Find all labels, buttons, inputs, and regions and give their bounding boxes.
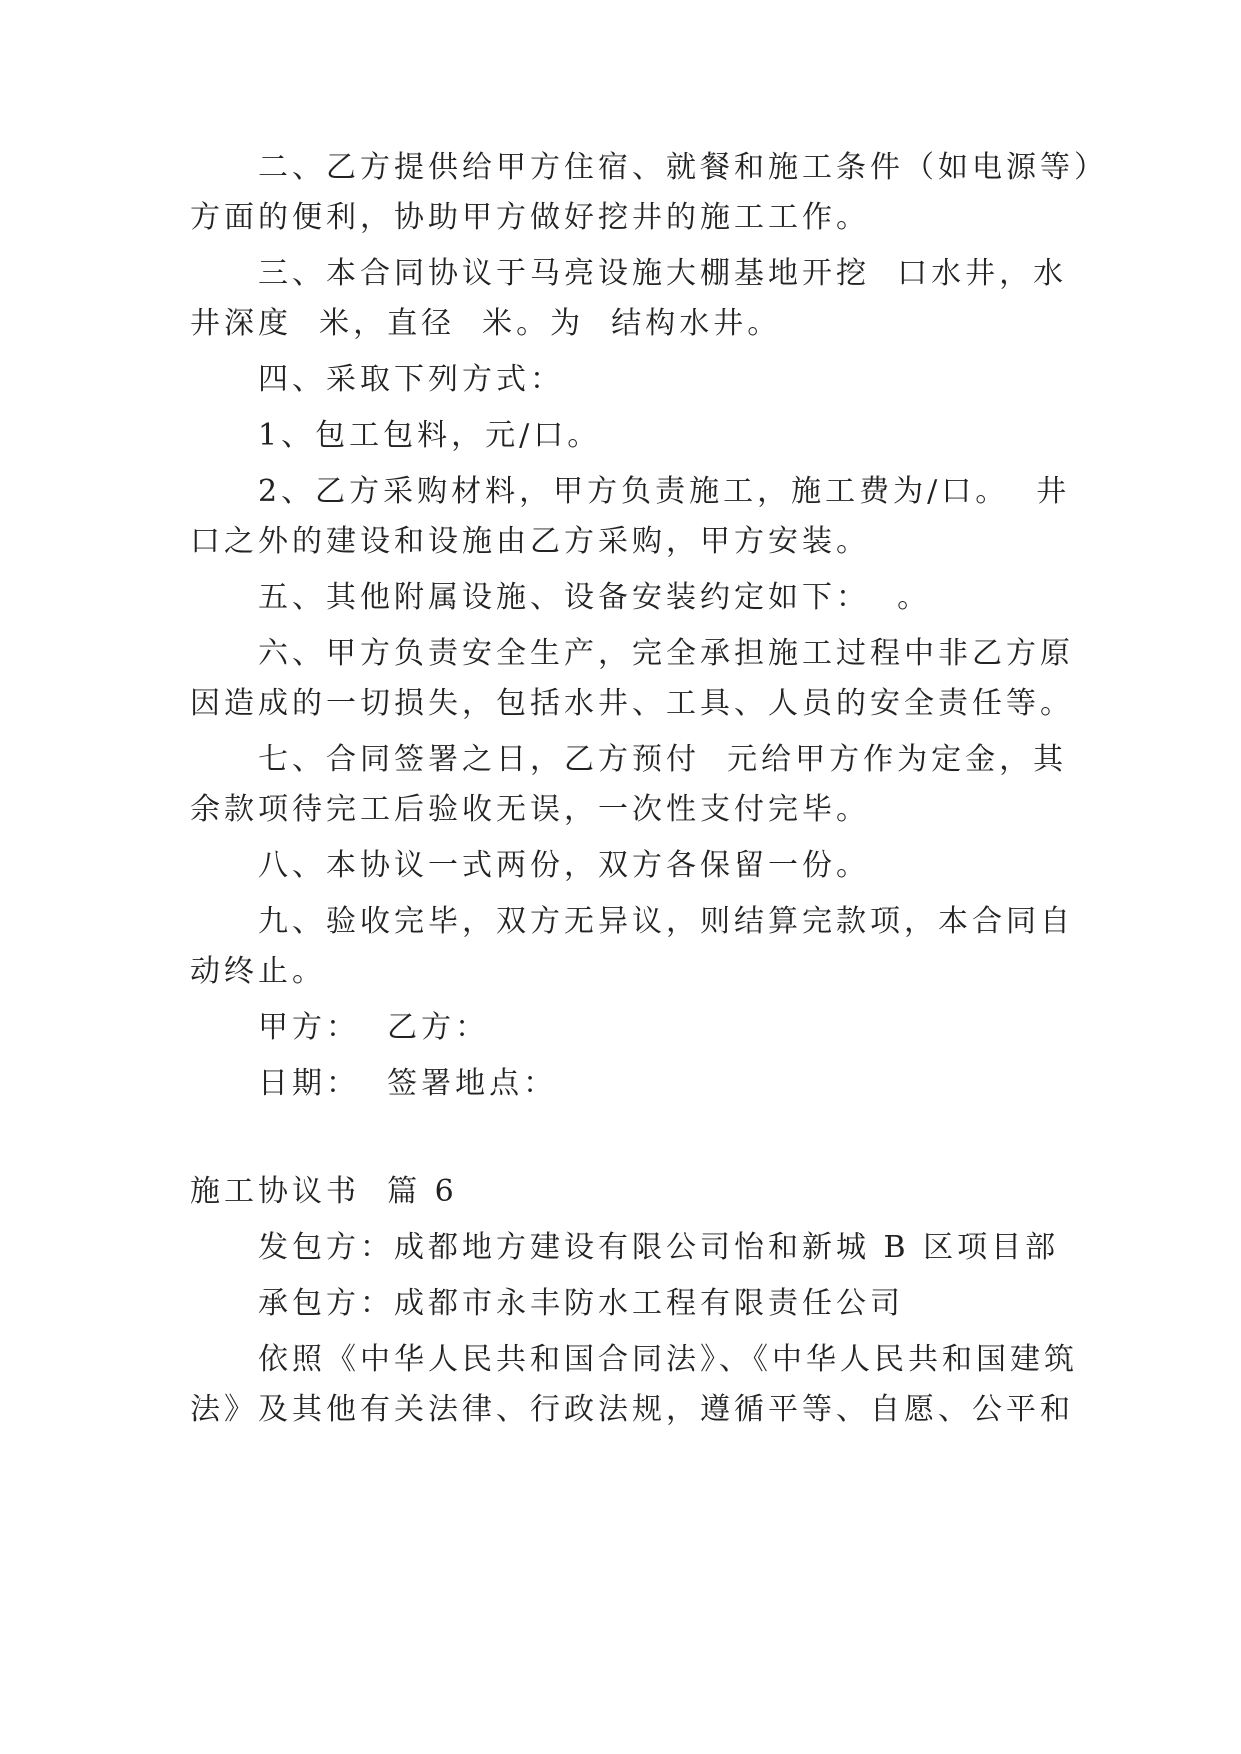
paragraph-line: 八、本协议一式两份，双方各保留一份。 [258, 848, 870, 883]
signature-date-line: 日期： 签署地点： [258, 1066, 558, 1101]
paragraph-line: 三、本合同协议于马亮设施大棚基地开挖 口水井，水 [258, 256, 1068, 291]
paragraph-line: 二、乙方提供给甲方住宿、就餐和施工条件（如电源等） [258, 150, 1108, 185]
paragraph-line: 余款项待完工后验收无误，一次性支付完毕。 [190, 792, 870, 827]
paragraph-line: 2、乙方采购材料，甲方负责施工，施工费为/口。 井 [258, 474, 1071, 509]
section-heading: 施工协议书 篇 6 [190, 1174, 458, 1209]
paragraph-line: 1、包工包料，元/口。 [258, 418, 602, 453]
paragraph-line: 动终止。 [190, 954, 326, 989]
paragraph-line: 九、验收完毕，双方无异议，则结算完款项，本合同自 [258, 904, 1074, 939]
paragraph-line: 因造成的一切损失，包括水井、工具、人员的安全责任等。 [190, 686, 1074, 721]
paragraph-line: 四、采取下列方式： [258, 362, 564, 397]
paragraph-line: 依照《中华人民共和国合同法》、《中华人民共和国建筑 [258, 1342, 1078, 1377]
paragraph-line: 方面的便利，协助甲方做好挖井的施工工作。 [190, 200, 870, 235]
paragraph-line: 口之外的建设和设施由乙方采购，甲方安装。 [190, 524, 870, 559]
paragraph-line: 五、其他附属设施、设备安装约定如下： 。 [258, 580, 932, 615]
paragraph-line: 七、合同签署之日，乙方预付 元给甲方作为定金，其 [258, 742, 1068, 777]
paragraph-line: 承包方：成都市永丰防水工程有限责任公司 [258, 1286, 904, 1321]
signature-party-line: 甲方： 乙方： [258, 1010, 490, 1045]
paragraph-line: 六、甲方负责安全生产，完全承担施工过程中非乙方原 [258, 636, 1074, 671]
paragraph-line: 发包方：成都地方建设有限公司怡和新城 B 区项目部 [258, 1230, 1060, 1265]
paragraph-line: 井深度 米，直径 米。为 结构水井。 [190, 306, 782, 341]
paragraph-line: 法》及其他有关法律、行政法规，遵循平等、自愿、公平和 [190, 1392, 1074, 1427]
